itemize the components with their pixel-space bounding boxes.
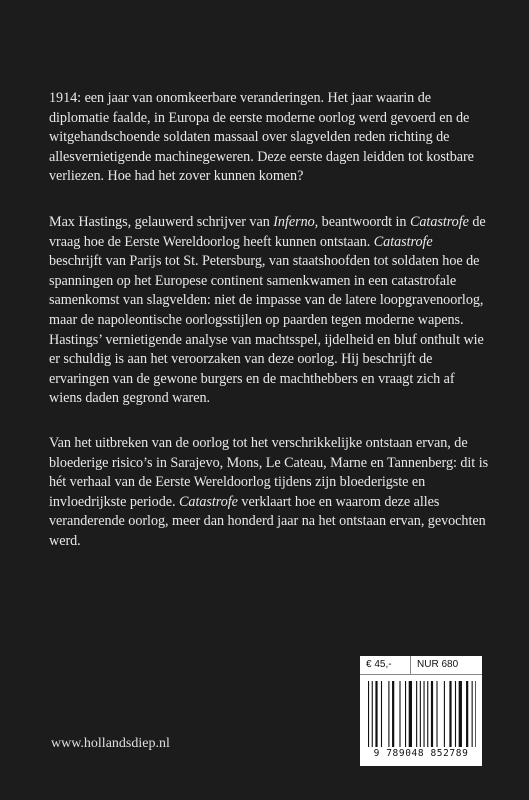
barcode-bar [375, 681, 377, 747]
barcode-bar [466, 681, 468, 747]
publisher-url: www.hollandsdiep.nl [51, 736, 170, 751]
blurb-paragraph-2 [49, 213, 489, 409]
barcode [360, 675, 482, 759]
barcode-bar [416, 681, 417, 747]
book-title-inferno: Inferno, [273, 213, 319, 230]
blurb-paragraph-1: 1914: een jaar van onomkeerbare veranderingen. Het jaar waarin de diplomatie faalde, in Europa de eerste moderne oorlog werd gevoerd en de witgehandschoende soldaten massaal over slagvelden reden richting de allesvernietigende machinegeweren. Deze eerste dagen leidden tot kostbare verliezen. Hoe had het zover kunnen komen? [49, 90, 474, 185]
barcode-bar [392, 681, 394, 747]
barcode-bar [381, 681, 382, 747]
barcode-bar [399, 681, 400, 747]
barcode-bar [459, 681, 462, 747]
barcode-bar [368, 681, 369, 747]
barcode-bar [372, 681, 373, 747]
blurb-p3-segment-b: verklaart hoe en waarom deze alles veranderende oorlog, meer dan honderd jaar na het ontstaan ervan, gevochten werd. [49, 493, 486, 549]
barcode-bar [405, 681, 406, 747]
blurb-p3-segment-a: Van het uitbreken van de oorlog tot het verschrikkelijke ontstaan ervan, de bloederige risico’s in Sarajevo, Mons, Le Cateau, Marne en Tannenberg: dit is hét verhaal van de Eerste Wereldoorlog tijdens zijn bloederigste en invloedrijkste periode. [49, 434, 489, 510]
book-title-catastrofe: Catastrofe [373, 233, 433, 250]
blurb-p2-segment-d: beschrijft van Parijs tot St. Petersburg, van staatshoofden tot soldaten hoe de spanningen op het Europese continent samenkwamen in een catastrofale samenkomst van slagvelden: niet de impasse van de latere loopgravenoorlog, maar de napoleontische oorlogsstijlen op paarden tegen moderne wapens. Hastings’ vernietigende analyse van machtsspel, ijdelheid en bluf onthult wie er schuldig is aan het veroorzaken van deze oorlog. Hij beschrijft de ervaringen van de gewone burgers en de machthebbers en vraagt zich af wiens daden gegrond waren. [49, 253, 484, 407]
barcode-bar [388, 681, 389, 747]
barcode-bar [472, 681, 473, 747]
isbn-digits: 9 789048 852789 [373, 748, 469, 759]
barcode-bar [455, 681, 456, 747]
blurb-p2-segment-c: de vraag hoe de Eerste Wereldoorlog heeft kunnen ontstaan. [49, 213, 486, 250]
barcode-bar [475, 681, 476, 747]
book-title-catastrofe: Catastrofe [409, 213, 469, 230]
blurb-p2-segment-a: Max Hastings, gelauwerd schrijver van [49, 213, 274, 230]
price: € 45,- [360, 656, 411, 674]
blurb-text [49, 89, 489, 571]
barcode-bar [409, 681, 412, 747]
nur-code: NUR 680 [417, 659, 459, 670]
barcode-bar [444, 681, 445, 747]
price-row [360, 656, 482, 675]
book-title-catastrofe: Catastrofe [179, 493, 238, 510]
barcode-bar [449, 681, 451, 747]
barcode-bar [427, 681, 428, 747]
barcode-bar [431, 681, 433, 747]
barcode-label [360, 656, 482, 766]
blurb-paragraph-3 [49, 434, 489, 552]
barcode-bar [420, 681, 421, 747]
blurb-p2-segment-b: beantwoordt in [318, 213, 410, 230]
barcode-bars [366, 681, 476, 747]
barcode-bar [436, 681, 437, 747]
barcode-bar [424, 681, 425, 747]
